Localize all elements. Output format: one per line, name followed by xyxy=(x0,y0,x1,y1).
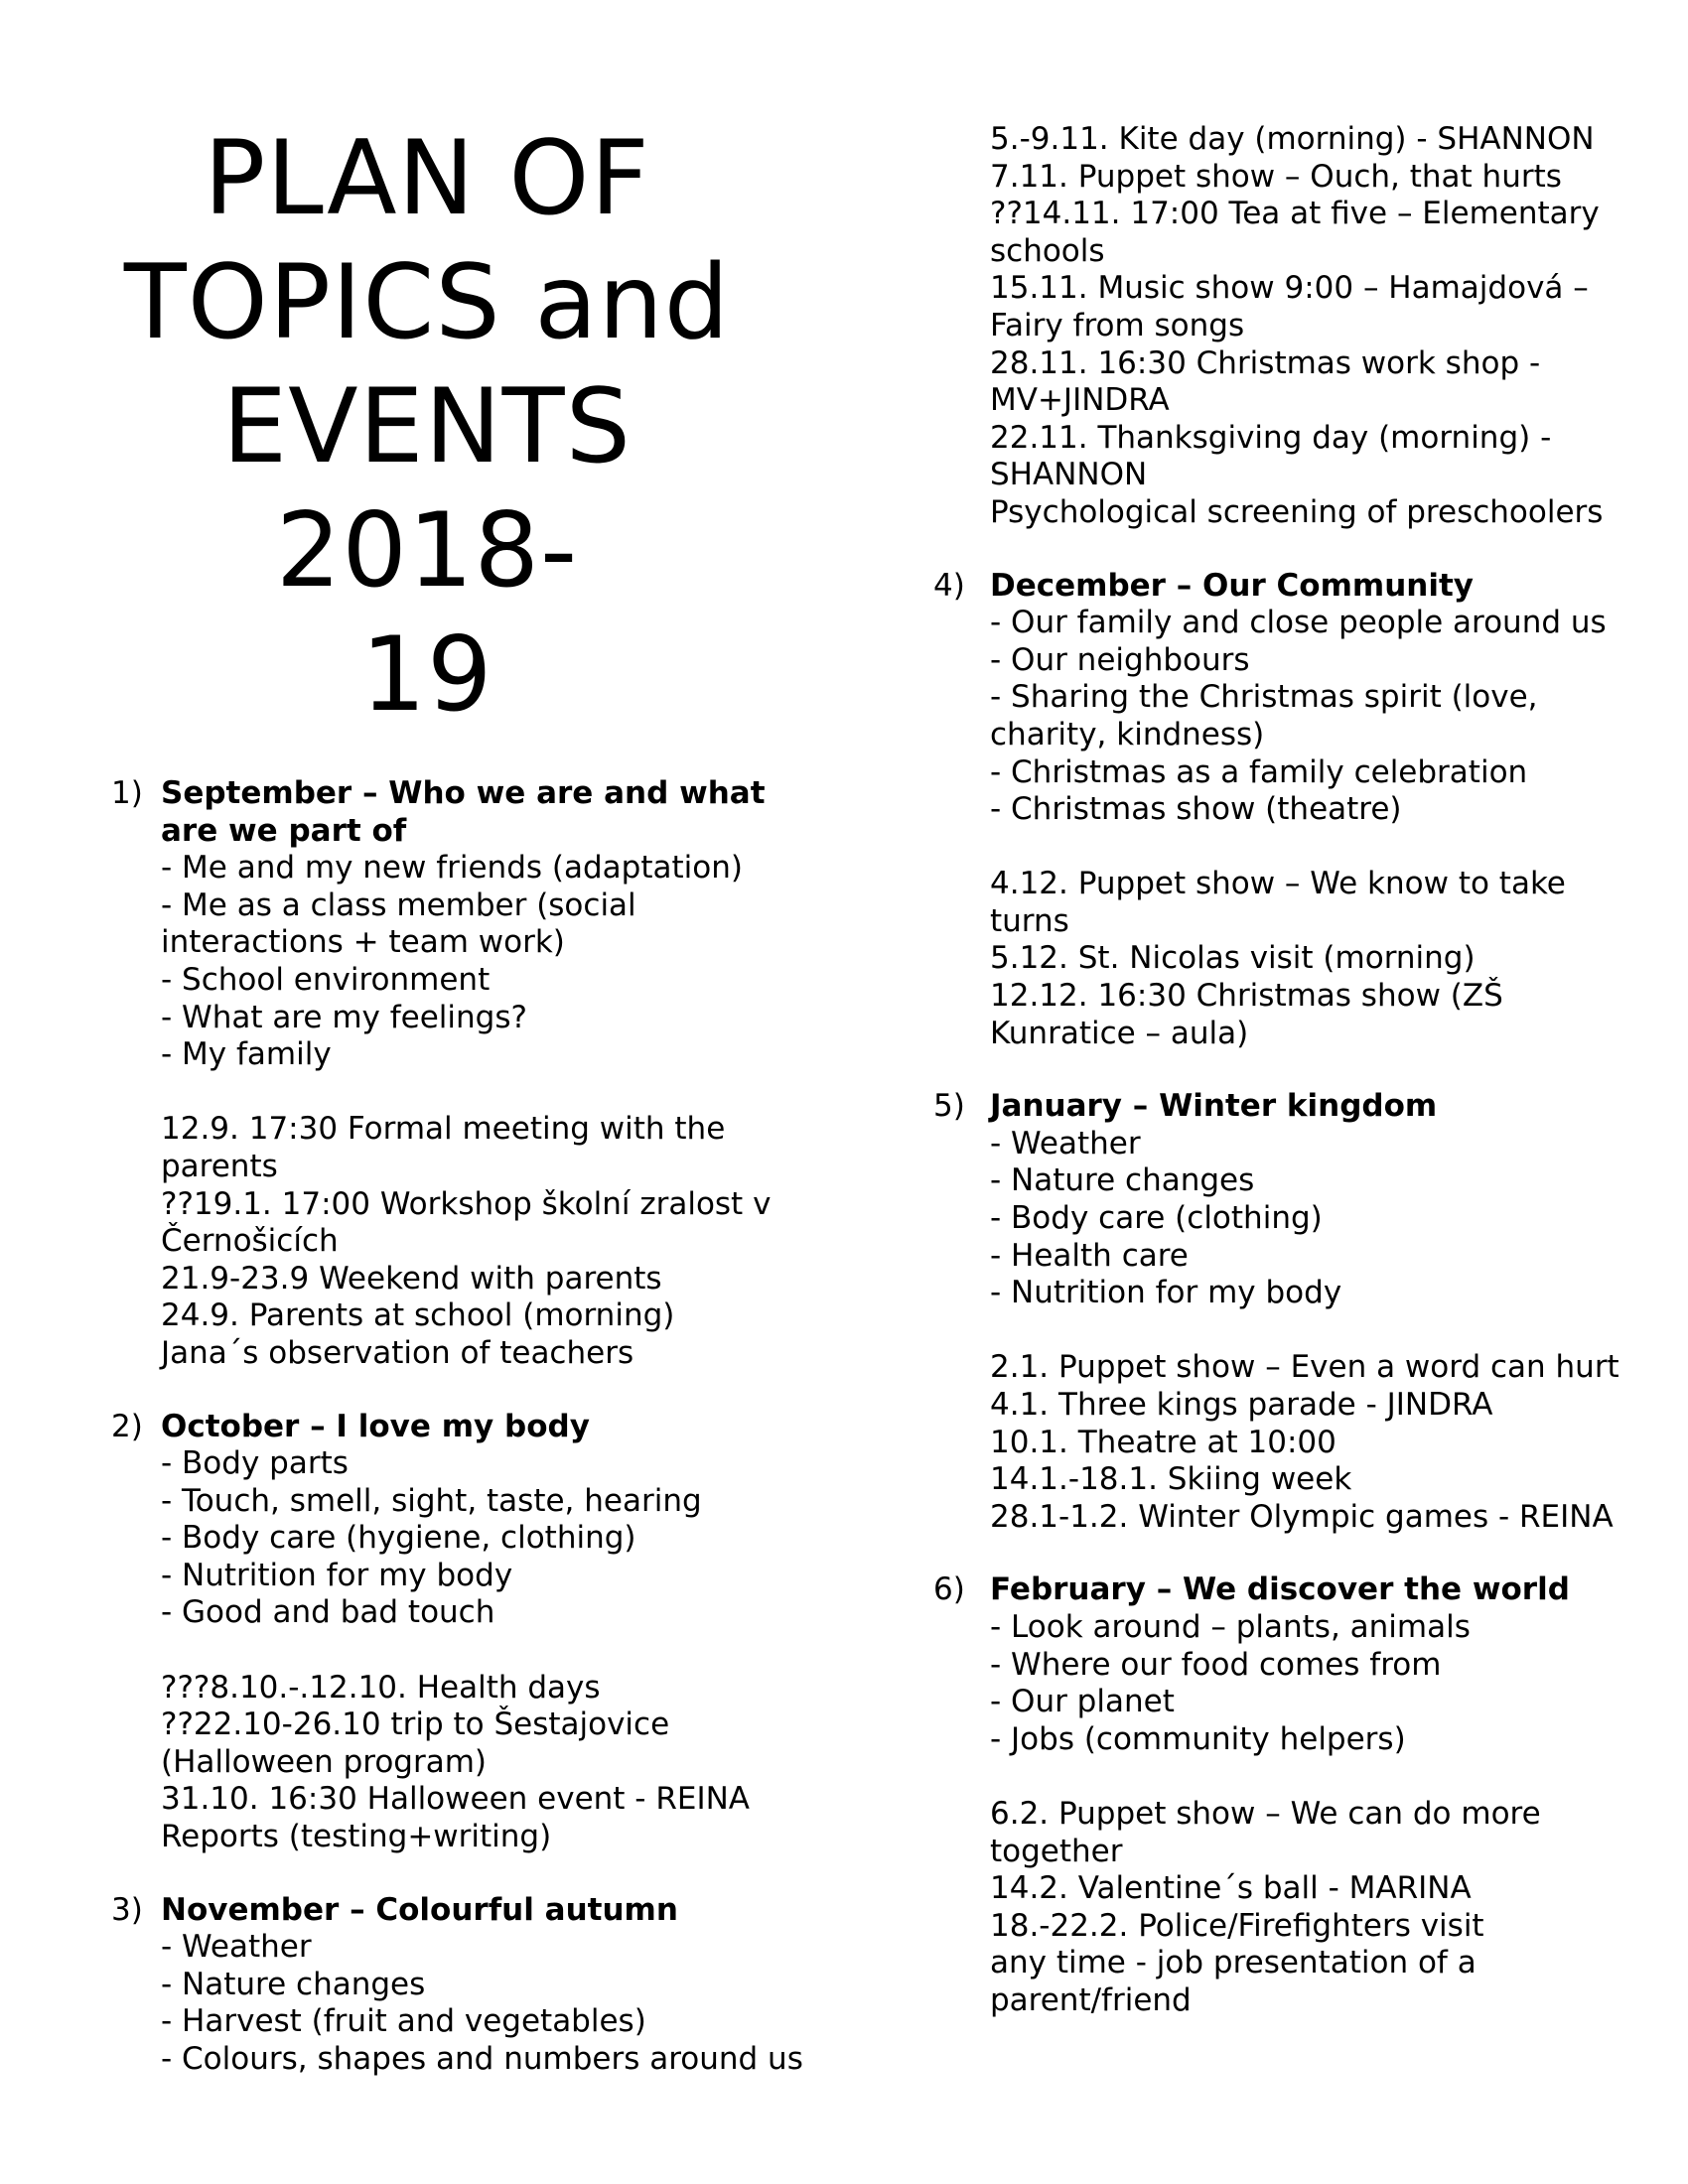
topic-line: - My family xyxy=(161,1036,332,1073)
topic-line: - Where our food comes from xyxy=(990,1646,1442,1683)
topic-line: - Body care (hygiene, clothing) xyxy=(161,1520,636,1557)
event-line: 5.-9.11. Kite day (morning) - SHANNON xyxy=(990,121,1595,157)
event-line: ??14.11. 17:00 Tea at five – Elementary xyxy=(990,196,1600,232)
section-number: 4) xyxy=(933,567,965,604)
event-line: parent/friend xyxy=(990,1981,1192,2018)
topic-line: - Body parts xyxy=(161,1445,349,1482)
event-line: Černošicích xyxy=(161,1223,339,1260)
event-line: 15.11. Music show 9:00 – Hamajdová – xyxy=(990,270,1589,307)
topic-line: - Good and bad touch xyxy=(161,1594,495,1631)
section-heading: January – Winter kingdom xyxy=(990,1088,1438,1125)
topic-line: - Christmas as a family celebration xyxy=(990,753,1528,790)
section-number: 6) xyxy=(933,1571,965,1608)
topic-line: - Body care (clothing) xyxy=(990,1200,1323,1237)
topic-line: - Weather xyxy=(161,1929,312,1966)
event-line: 6.2. Puppet show – We can do more xyxy=(990,1795,1541,1832)
title-line: EVENTS 2018- xyxy=(222,367,632,611)
event-line: 24.9. Parents at school (morning) xyxy=(161,1297,675,1334)
topic-line: - Weather xyxy=(990,1125,1141,1161)
event-line: 14.2. Valentine´s ball - MARINA xyxy=(990,1870,1472,1907)
section-heading: February – We discover the world xyxy=(990,1571,1570,1608)
event-line: 28.11. 16:30 Christmas work shop - xyxy=(990,344,1541,381)
section-october xyxy=(60,1409,794,1856)
left-column xyxy=(60,117,803,2079)
right-column xyxy=(933,121,1648,2020)
section-heading: November – Colourful autumn xyxy=(161,1891,678,1928)
section-number: 1) xyxy=(111,775,143,811)
topic-line: - Touch, smell, sight, taste, hearing xyxy=(161,1482,702,1519)
section-heading: October – I love my body xyxy=(161,1408,590,1444)
event-line: 12.9. 17:30 Formal meeting with the xyxy=(161,1111,726,1148)
section-number: 2) xyxy=(111,1408,143,1444)
event-line: MV+JINDRA xyxy=(990,382,1170,419)
topic-line: interactions + team work) xyxy=(161,924,565,961)
topic-line: - Nature changes xyxy=(161,1966,426,2002)
event-line: 7.11. Puppet show – Ouch, that hurts xyxy=(990,158,1562,195)
topic-line: - Our planet xyxy=(990,1684,1175,1720)
section-heading: are we part of xyxy=(161,812,407,849)
event-line: 2.1. Puppet show – Even a word can hurt xyxy=(990,1349,1619,1386)
section-heading: December – Our Community xyxy=(990,567,1474,604)
event-line: ???8.10.-.12.10. Health days xyxy=(161,1669,601,1706)
topic-line: - Nutrition for my body xyxy=(990,1275,1342,1311)
event-line: Kunratice – aula) xyxy=(990,1015,1249,1051)
event-line: 14.1.-18.1. Skiing week xyxy=(990,1461,1352,1498)
event-line: schools xyxy=(990,232,1105,269)
topic-line: - Look around – plants, animals xyxy=(990,1608,1471,1645)
section-september xyxy=(60,775,794,1373)
event-line: 18.-22.2. Police/Firefighters visit xyxy=(990,1907,1484,1944)
event-line: ??19.1. 17:00 Workshop školní zralost v xyxy=(161,1185,772,1222)
event-line: parents xyxy=(161,1148,278,1184)
document-title xyxy=(60,117,794,738)
event-line: SHANNON xyxy=(990,457,1148,493)
event-line: turns xyxy=(990,902,1069,939)
event-line: 12.12. 16:30 Christmas show (ZŠ xyxy=(990,978,1503,1015)
title-line: 19 xyxy=(360,615,493,735)
topic-line: - Jobs (community helpers) xyxy=(990,1720,1406,1757)
title-line: PLAN OF xyxy=(204,119,650,238)
section-number: 3) xyxy=(111,1891,143,1928)
event-line: Psychological screening of preschoolers xyxy=(990,493,1604,530)
section-january xyxy=(933,1088,1648,1536)
topic-line: - Our neighbours xyxy=(990,641,1250,678)
topic-line: - Our family and close people around us xyxy=(990,605,1607,641)
event-line: 28.1-1.2. Winter Olympic games - REINA xyxy=(990,1498,1614,1535)
event-line: 21.9-23.9 Weekend with parents xyxy=(161,1260,662,1297)
event-line: 31.10. 16:30 Halloween event - REINA xyxy=(161,1781,750,1818)
section-november xyxy=(60,1891,803,2079)
event-line: 4.12. Puppet show – We know to take xyxy=(990,866,1566,902)
topic-line: - Me and my new friends (adaptation) xyxy=(161,850,743,887)
event-line: Reports (testing+writing) xyxy=(161,1819,552,1855)
topic-line: - Me as a class member (social xyxy=(161,887,636,923)
event-line: Fairy from songs xyxy=(990,307,1245,343)
event-line: 22.11. Thanksgiving day (morning) - xyxy=(990,419,1552,456)
event-line: 10.1. Theatre at 10:00 xyxy=(990,1424,1336,1460)
event-line: together xyxy=(990,1833,1123,1869)
topic-line: charity, kindness) xyxy=(990,716,1265,752)
topic-line: - Nutrition for my body xyxy=(161,1557,513,1593)
event-line: (Halloween program) xyxy=(161,1743,488,1780)
section-december xyxy=(933,568,1648,1053)
event-line: ??22.10-26.10 trip to Šestajovice xyxy=(161,1706,670,1743)
section-february xyxy=(933,1571,1648,2019)
topic-line: - Nature changes xyxy=(990,1162,1255,1199)
title-line: TOPICS and xyxy=(123,243,731,362)
topic-line: - School environment xyxy=(161,961,491,998)
topic-line: - Health care xyxy=(990,1237,1189,1274)
november-events xyxy=(933,121,1648,532)
topic-line: - Colours, shapes and numbers around us xyxy=(161,2041,803,2077)
section-number: 5) xyxy=(933,1088,965,1125)
topic-line: - Sharing the Christmas spirit (love, xyxy=(990,679,1538,716)
event-line: 5.12. St. Nicolas visit (morning) xyxy=(990,940,1476,977)
section-heading: September – Who we are and what xyxy=(161,775,766,811)
topic-line: - Harvest (fruit and vegetables) xyxy=(161,2003,646,2040)
event-line: 4.1. Three kings parade - JINDRA xyxy=(990,1387,1493,1423)
topic-line: - What are my feelings? xyxy=(161,999,527,1035)
event-line: any time - job presentation of a xyxy=(990,1945,1477,1981)
event-line: Jana´s observation of teachers xyxy=(161,1334,634,1371)
topic-line: - Christmas show (theatre) xyxy=(990,791,1402,828)
